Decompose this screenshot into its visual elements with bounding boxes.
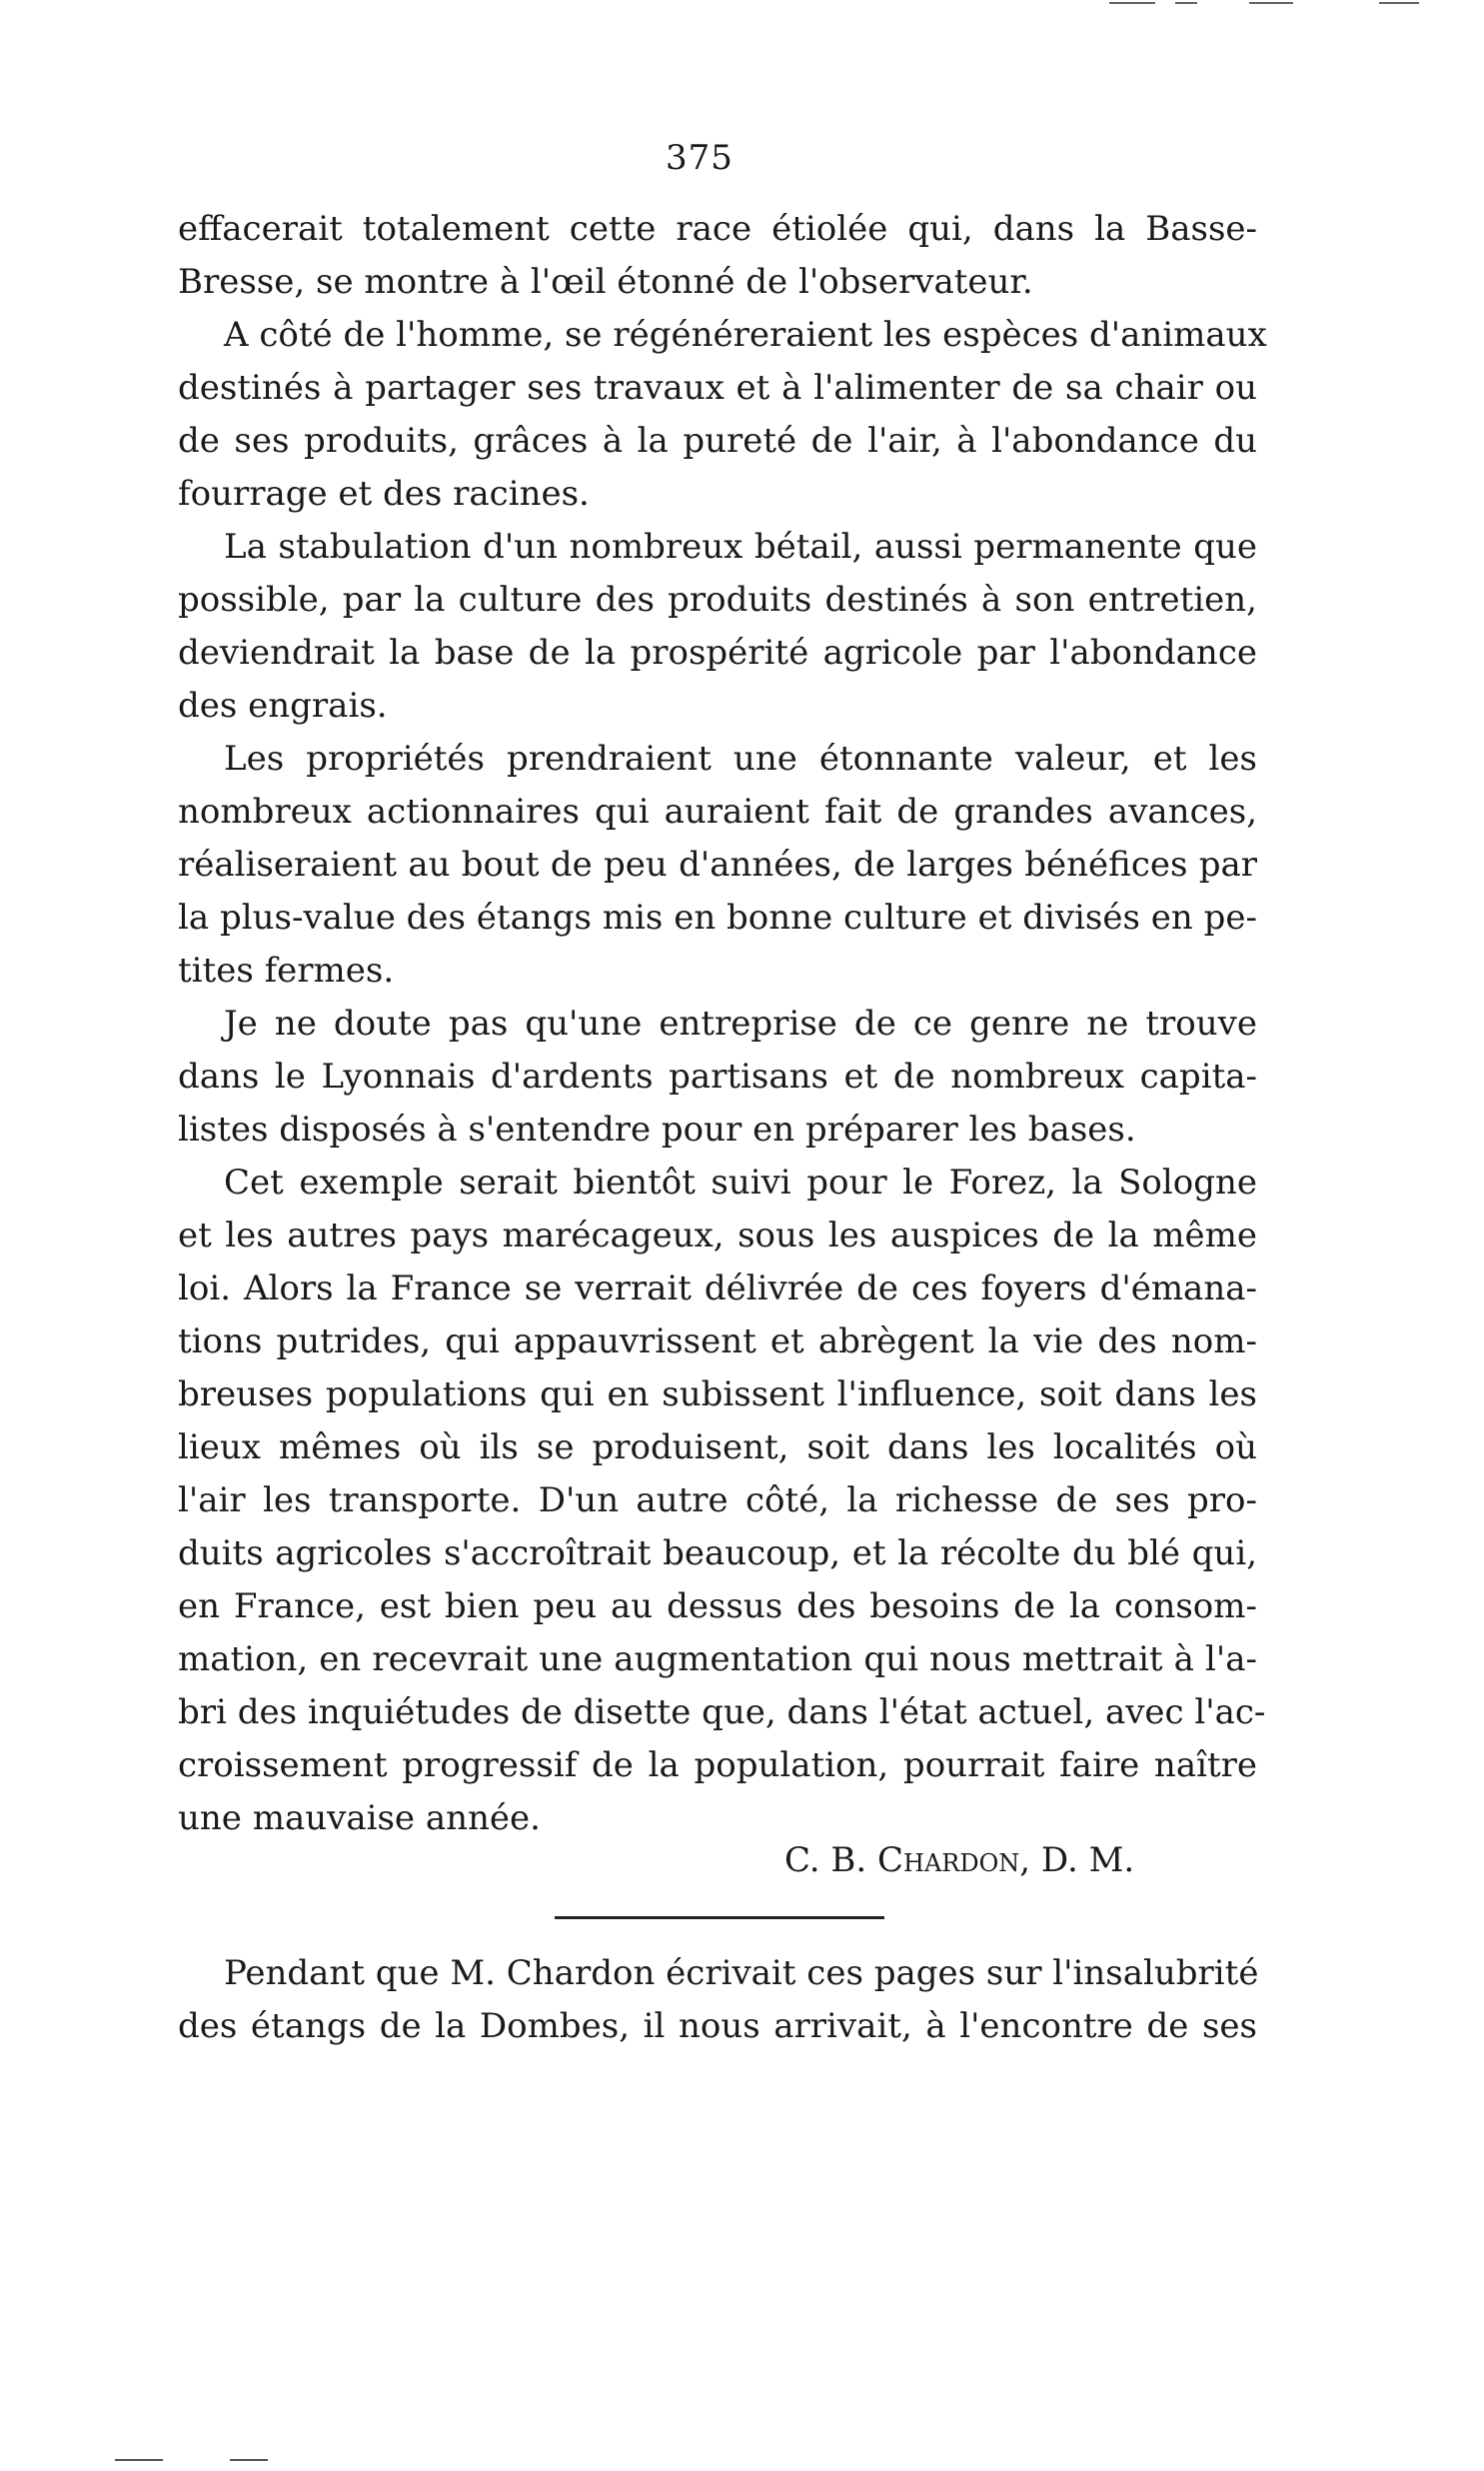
text-line: listes disposés à s'entendre pour en préparer les bases. (178, 1110, 1136, 1150)
section-divider (555, 1916, 884, 1919)
text-line: A côté de l'homme, se régénéreraient les espèces d'animaux (224, 315, 1267, 355)
scan-edge-marks (1079, 0, 1449, 6)
text-line: des étangs de la Dombes, il nous arrivait, à l'encontre de ses (178, 2006, 1257, 2046)
next-section-text (178, 1947, 1257, 2053)
text-line: croissement progressif de la population, pourrait faire naître (178, 1745, 1257, 1785)
text-line: Bresse, se montre à l'œil étonné de l'observateur. (178, 262, 1033, 302)
text-line: dans le Lyonnais d'ardents partisans et de nombreux capita- (178, 1057, 1257, 1097)
signature-name: Chardon (877, 1840, 1020, 1880)
paragraph (178, 521, 1257, 733)
text-line: Je ne doute pas qu'une entreprise de ce genre ne trouve (224, 1004, 1257, 1044)
text-line: en France, est bien peu au dessus des besoins de la consom- (178, 1586, 1257, 1626)
text-line: lieux mêmes où ils se produisent, soit dans les localités où (178, 1427, 1257, 1467)
paragraph (178, 998, 1257, 1157)
text-line: des engrais. (178, 686, 388, 726)
paragraph (178, 1157, 1266, 1845)
text-line: deviendrait la base de la prospérité agricole par l'abondance (178, 633, 1257, 673)
text-line: une mauvaise année. (178, 1798, 541, 1838)
signature-initials: C. B. (784, 1840, 867, 1880)
text-line: la plus-value des étangs mis en bonne culture et divisés en pe- (178, 898, 1257, 938)
paragraph (178, 203, 1257, 309)
text-line: duits agricoles s'accroîtrait beaucoup, et la récolte du blé qui, (178, 1533, 1257, 1573)
author-signature (784, 1834, 1134, 1887)
text-line: de ses produits, grâces à la pureté de l'air, à l'abondance du (178, 421, 1257, 461)
paragraph (178, 1947, 1257, 2053)
text-line: fourrage et des racines. (178, 474, 590, 514)
text-line: tites fermes. (178, 951, 395, 991)
text-line: Les propriétés prendraient une étonnante valeur, et les (224, 739, 1257, 779)
main-text (178, 203, 1267, 1845)
text-line: possible, par la culture des produits destinés à son entretien, (178, 580, 1257, 620)
text-line: La stabulation d'un nombreux bétail, aussi permanente que (224, 527, 1257, 567)
text-line: tions putrides, qui appauvrissent et abrègent la vie des nom- (178, 1321, 1257, 1361)
signature-suffix: , D. M. (1019, 1840, 1135, 1880)
text-line: nombreux actionnaires qui auraient fait de grandes avances, (178, 792, 1257, 832)
text-line: destinés à partager ses travaux et à l'alimenter de sa chair ou (178, 368, 1257, 408)
paragraph (178, 733, 1257, 998)
text-line: loi. Alors la France se verrait délivrée de ces foyers d'émana- (178, 1268, 1257, 1308)
text-line: bri des inquiétudes de disette que, dans l'état actuel, avec l'ac- (178, 1692, 1266, 1732)
text-line: Cet exemple serait bientôt suivi pour le Forez, la Sologne (224, 1163, 1257, 1203)
text-line: et les autres pays marécageux, sous les auspices de la même (178, 1216, 1257, 1255)
text-line: Pendant que M. Chardon écrivait ces pages sur l'insalubrité (224, 1953, 1259, 1993)
text-line: l'air les transporte. D'un autre côté, la richesse de ses pro- (178, 1480, 1257, 1520)
text-line: breuses populations qui en subissent l'influence, soit dans les (178, 1374, 1257, 1414)
page-number: 375 (666, 138, 734, 178)
text-line: réaliseraient au bout de peu d'années, de larges bénéfices par (178, 845, 1257, 885)
text-line: mation, en recevrait une augmentation qui nous mettrait à l'a- (178, 1639, 1257, 1679)
paragraph (178, 309, 1267, 521)
text-line: effacerait totalement cette race étiolée qui, dans la Basse- (178, 209, 1257, 249)
